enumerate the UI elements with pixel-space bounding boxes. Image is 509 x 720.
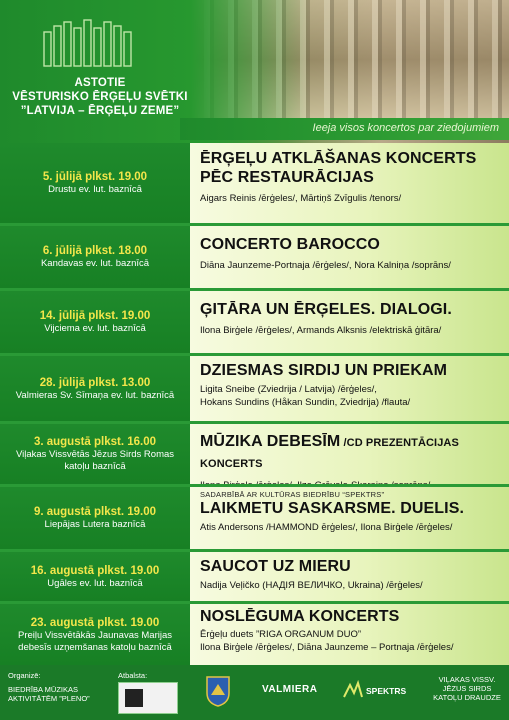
event-performers-2: Ilona Birģele /ērģeles/, Diāna Jaunzeme – Portnaja /ērģeles/ bbox=[200, 642, 454, 653]
event-row bbox=[0, 226, 509, 288]
organizer-name: BIEDRĪBA MŪZIKAS AKTIVITĀTĒM ”PLENO” bbox=[8, 685, 90, 703]
event-date: 23. augustā plkst. 19.00 bbox=[30, 616, 160, 629]
spektrs-logo: SPEKTRS bbox=[366, 686, 407, 696]
event-venue: Kandavas ev. lut. baznīcā bbox=[40, 258, 150, 269]
event-venue: Viļakas Vissvētās Jēzus Sirds Romas katoļu baznīcā bbox=[15, 449, 175, 472]
event-collaboration-note: SADARBĪBĀ AR KULTŪRAS BIEDRĪBU “SPEKTRS” bbox=[200, 490, 385, 499]
entry-note: Ieeja visos koncertos par ziedojumiem bbox=[312, 122, 499, 134]
organize-label: Organizē: bbox=[8, 671, 41, 680]
event-when-where bbox=[0, 143, 190, 223]
event-title: LAIKMETU SASKARSME. DUELIS. bbox=[200, 500, 465, 517]
event-date: 28. jūlijā plkst. 13.00 bbox=[39, 376, 151, 389]
event-title-main: MŪZIKA DEBESĪM bbox=[200, 433, 341, 450]
event-title: CONCERTO BAROCCO bbox=[200, 236, 380, 253]
event-date: 6. jūlijā plkst. 18.00 bbox=[42, 245, 148, 257]
event-performers: Atis Andersons /HAMMOND ērģeles/, Ilona Birģele /ērģeles/ bbox=[200, 522, 453, 533]
event-row bbox=[0, 356, 509, 421]
event-row bbox=[0, 552, 509, 601]
event-title: SAUCOT UZ MIERU bbox=[200, 558, 351, 575]
event-title: NOSLĒGUMA KONCERTS bbox=[200, 608, 400, 625]
event-title-suffix: /CD PREZENTĀCIJAS KONCERTS bbox=[200, 437, 459, 470]
event-row bbox=[0, 424, 509, 484]
title-line: VĒSTURISKO ĒRĢEĻU SVĒTKI bbox=[12, 91, 188, 103]
event-date: 14. jūlijā plkst. 19.00 bbox=[39, 310, 151, 322]
event-list bbox=[0, 143, 509, 665]
event-title-2: PĒC RESTAURĀCIJAS bbox=[200, 169, 374, 186]
event-row bbox=[0, 143, 509, 223]
spektrs-icon bbox=[342, 679, 364, 701]
event-venue: Drustu ev. lut. baznīcā bbox=[48, 184, 142, 195]
vilakas-parish: VIĻAKAS VISSV. JĒZUS SIRDS KATOĻU DRAUDZE bbox=[433, 675, 501, 702]
event-row bbox=[0, 604, 509, 665]
event-title: ĢITĀRA UN ĒRĢELES. DIALOGI. bbox=[200, 301, 452, 318]
event-venue: Valmieras Sv. Sīmaņa ev. lut. baznīcā bbox=[15, 389, 175, 401]
event-venue: Liepājas Lutera baznīcā bbox=[44, 519, 146, 530]
event-date: 3. augustā plkst. 16.00 bbox=[33, 436, 157, 448]
coat-of-arms-icon bbox=[205, 675, 231, 707]
event-performers: Nadija Veļičko (НАДІЯ ВЕЛИЧКО, Ukraina) /ērģeles/ bbox=[200, 580, 423, 591]
event-date: 9. augustā plkst. 19.00 bbox=[33, 506, 157, 518]
title-line: ASTOTIE bbox=[74, 77, 126, 89]
event-title: ĒRĢEĻU ATKLĀŠANAS KONCERTS bbox=[200, 150, 477, 167]
event-title: DZIESMAS SIRDIJ UN PRIEKAM bbox=[200, 362, 448, 379]
event-title bbox=[200, 432, 501, 474]
festival-title bbox=[0, 76, 200, 118]
valmiera-logo: VALMIERA bbox=[262, 684, 318, 695]
event-performers: Ligita Sneibe (Zviedrija / Latvija) /ērģeles/, bbox=[200, 384, 377, 395]
event-venue: Vijciema ev. lut. baznīcā bbox=[44, 323, 146, 334]
support-label: Atbalsta: bbox=[118, 671, 148, 680]
event-venue: Preiļu Vissvētākās Jaunavas Marijas debesīs uzņemšanas katoļu baznīcā bbox=[17, 629, 172, 653]
footer bbox=[0, 665, 509, 720]
event-performers-2: Hokans Sundins (Håkan Sundin, Zviedrija) /flauta/ bbox=[200, 397, 411, 408]
event-date: 5. jūlijā plkst. 19.00 bbox=[42, 171, 148, 183]
event-performers: Aigars Reinis /ērģeles/, Mārtiņš Zvīgulis /tenors/ bbox=[200, 193, 402, 204]
state-culture-fund-logo bbox=[118, 682, 178, 714]
event-row bbox=[0, 291, 509, 353]
event-performers: Ērģeļu duets ”RIGA ORGANUM DUO” bbox=[200, 629, 362, 640]
event-performers: Ilona Birģele /ērģeles/, Armands Alksnis /elektriskā ģitāra/ bbox=[200, 325, 442, 336]
event-row bbox=[0, 487, 509, 549]
header bbox=[0, 0, 509, 143]
event-performers: Diāna Jaunzeme-Portnaja /ērģeles/, Nora Kalniņa /soprāns/ bbox=[200, 260, 451, 271]
event-venue: Ugāles ev. lut. baznīcā bbox=[47, 577, 143, 589]
organ-pipes-logo bbox=[38, 18, 148, 70]
title-line: ”LATVIJA – ĒRĢEĻU ZEME” bbox=[20, 105, 180, 117]
event-date: 16. augustā plkst. 19.00 bbox=[30, 564, 160, 577]
